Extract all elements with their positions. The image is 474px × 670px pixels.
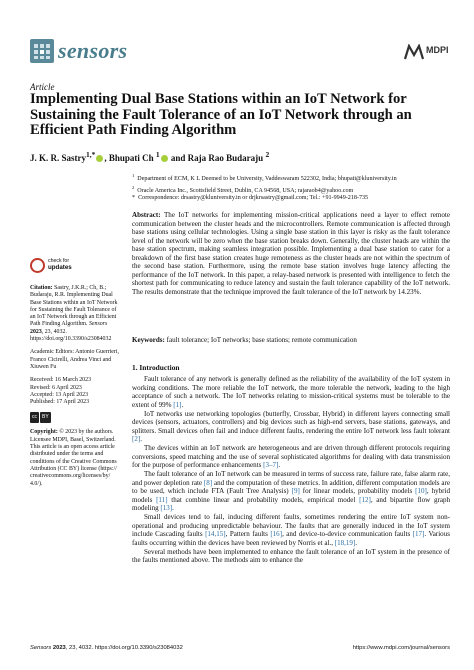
citation-link[interactable]: [17] — [412, 530, 425, 539]
copyright-text: © 2023 by the authors. Licensee MDPI, Basel, Switzerland. This article is an open access article distributed under the terms and conditions of the Creative Commons Attribution (CC BY) license (https:// creativecommons.org/licenses/by/ 4.0/). — [30, 429, 117, 487]
page-footer — [30, 645, 450, 651]
citation-label: Citation: — [30, 285, 53, 291]
check-updates-line1: check for — [48, 258, 70, 264]
published-date: Published: 17 April 2023 — [30, 399, 90, 406]
cc-by-icon: BY — [40, 412, 51, 423]
copyright-label: Copyright: — [30, 429, 58, 436]
article-type: Article — [30, 82, 55, 92]
citation-link[interactable]: [12] — [359, 495, 371, 504]
paragraph: The fault tolerance of an IoT network can be measured in terms of success rate, failure rate, false alarm rate, and power depletion rate [8] and the computation of these metrics. In addition, different computation models are to be used, which include FTA (Fault Tree Analysis) [9] for linear models, probability models [10], hybrid models [11] that combine linear and probability models, empirical model [12], and bipartite flow graph modeling [13]. — [132, 469, 450, 513]
cc-license-badge[interactable] — [30, 412, 120, 423]
affil-num: 1 — [132, 173, 135, 178]
author-sup: 1 — [155, 150, 160, 159]
keywords-text: fault tolerance; IoT networks; base stations; remote communication — [166, 336, 357, 344]
abstract-label: Abstract: — [132, 211, 161, 219]
citation-journal: Sensors — [88, 321, 108, 328]
affil-num: * — [132, 195, 136, 202]
section-heading: 1. Introduction — [132, 363, 180, 372]
abstract-text: The IoT networks for implementing mission-critical applications need a layer to effect remote communication between the cluster heads and the microcontrollers. Remote communication is affected through base stations using cellular technologies. Using a single base station in this layer is risky as the fault tolerance level of the network will be zero when the base station breaks down. Generally, the cluster heads are within the base station spectrum, making seamless integration possible. Implementing a dual base station to cater for a breakdown of the first base station creates huge remoteness as the cluster heads are not within the spectrum of the second base station. Furthermore, using the remote base station involves huge latency affecting the performance of the IoT network. In this paper, a relay-based network is presented with intelligence to fetch the shortest path for communicating to reduce latency and sustain the fault tolerance capability of the IoT network. The results demonstrate that the technique improved the fault tolerance of the IoT network by 14.23%. — [132, 211, 450, 296]
citation-link[interactable]: [8] — [203, 478, 213, 487]
author-name[interactable]: J. K. R. Sastry — [30, 153, 86, 163]
citation-link[interactable]: [13] — [160, 504, 173, 513]
abstract — [132, 211, 450, 296]
paragraph: Small devices tend to fail, inducing different faults, sometimes rendering the entire IoT system non-operational and producing unpredictable behaviour. The faults that are generally induced in the IoT system include Cascading faults [14,15], Pattern faults [16], and device-to-device communication faults [17]. Various faults occurring within the devices have been reviewed by Norris et al., [18,19]. — [132, 513, 450, 547]
footer-journal-url[interactable]: https://www.mdpi.com/journal/sensors — [352, 645, 450, 651]
citation-text: Sastry, J.K.R.; Ch, B.; Budaraju, R.R. Implementing Dual Base Stations within an IoT Network for Sustaining the Fault Tolerance of an IoT Network through an Efficient Path Finding Algorithm. — [30, 285, 118, 328]
author-name[interactable]: Bhupati Ch — [108, 153, 154, 163]
cc-icon: cc — [30, 412, 39, 423]
correspondence-line: Correspondence: drsastry@kluniversity.in or drjkrsastry@gmail.com; Tel.: +91-9949-218-735 — [138, 195, 369, 202]
citation-link[interactable]: [10] — [415, 487, 427, 496]
publisher-logo[interactable] — [403, 44, 447, 61]
journal-name[interactable]: sensors — [58, 38, 128, 63]
orcid-icon[interactable] — [161, 155, 168, 162]
citation-link[interactable]: [18,19] — [334, 538, 356, 547]
check-updates-line2: updates — [48, 264, 72, 271]
check-updates-icon — [30, 258, 45, 273]
citation-link[interactable]: [9] — [291, 487, 300, 496]
author-list: J. K. R. Sastry$^{1,*}$ , Bhupati Ch $^1$ and Raja Rao Budaraju $^2$ — [30, 150, 270, 163]
check-for-updates[interactable] — [30, 258, 90, 273]
citation-year: 2023 — [30, 328, 42, 335]
author-name[interactable]: and Raja Rao Budaraju — [170, 153, 264, 163]
sidebar — [30, 285, 120, 488]
article-title: Implementing Dual Base Stations within an IoT Network for Sustaining the Fault Tolerance of an IoT Network through an Efficient Path Finding Algorithm — [30, 91, 412, 138]
mdpi-logo-icon — [403, 44, 425, 61]
keywords-label: Keywords: — [132, 336, 165, 344]
footer-citation: Sensors 2023, 23, 4032. https://doi.org/10.3390/s23084032 — [30, 645, 183, 651]
copyright-block — [30, 429, 120, 487]
citation-link[interactable]: [14,15] — [205, 530, 226, 539]
orcid-icon[interactable] — [96, 155, 103, 162]
body-text — [132, 375, 450, 565]
citation-link[interactable]: [16] — [270, 530, 283, 539]
journal-logo-icon — [30, 39, 54, 63]
publisher-name: MDPI — [426, 45, 449, 55]
affiliations — [132, 172, 452, 203]
affiliation-line: Department of ECM, K L Deemed to be University, Vaddeswaram 522302, India; bhupati@kluniversity.in — [137, 176, 397, 183]
author-sup: 1,* — [86, 150, 96, 159]
citation-link[interactable]: [11] — [156, 495, 168, 504]
affiliation-line: Oracle America Inc., Scottsfield Street, Dublin, CA 94568, USA; rajaraob4@yahoo.com — [137, 187, 354, 194]
paragraph: The devices within an IoT network are heterogeneous and are driven through different protocols requiring conversions, speed matching and the use of several sophisticated algorithms for dealing with data transmission for the purpose of performance enhancements [3–7]. — [132, 444, 450, 470]
affil-num: 2 — [132, 184, 135, 190]
paragraph: Several methods have been implemented to enhance the fault tolerance of an IoT system in the presence of the faults mentioned above. The methods aim to enhance the — [132, 547, 450, 565]
citation-link[interactable]: [1] — [173, 400, 182, 409]
citation-doi[interactable]: , 23, 4032. https://doi.org/10.3390/s23084032 — [30, 328, 112, 343]
author-sup: 2 — [265, 150, 270, 159]
paragraph: Fault tolerance of any network is generally defined as the reliability of the availability of the IoT system in working conditions. The more reliable the IoT network, the more tolerable the network, leading to the high acceptance of such a network. The IoT networks relating to mission-critical systems must be tolerable to the extent of 99% [1]. — [132, 375, 450, 409]
revised-date: Revised: 6 April 2023 — [30, 384, 82, 391]
citation-link[interactable]: [2] — [132, 435, 141, 444]
accepted-date: Accepted: 13 April 2023 — [30, 391, 89, 398]
citation-link[interactable]: [3–7] — [263, 461, 279, 470]
received-date: Received: 16 March 2023 — [30, 377, 92, 384]
citation-block — [30, 285, 120, 343]
academic-editors: Academic Editors: Antonio Guerrieri, Franco Cicirelli, Andrea Vinci and Xiuwen Fu — [30, 349, 119, 370]
keywords — [132, 336, 450, 344]
paragraph: IoT networks use networking topologies (butterfly, Crossbar, Hybrid) in different layers connecting small devices (sensors, actuators, controllers) and big devices such as high-end servers, base stations, gateways, and splitters. Small devices often fail and induce different faults, rendering the entire IoT network less fault tolerant [2]. — [132, 409, 450, 444]
